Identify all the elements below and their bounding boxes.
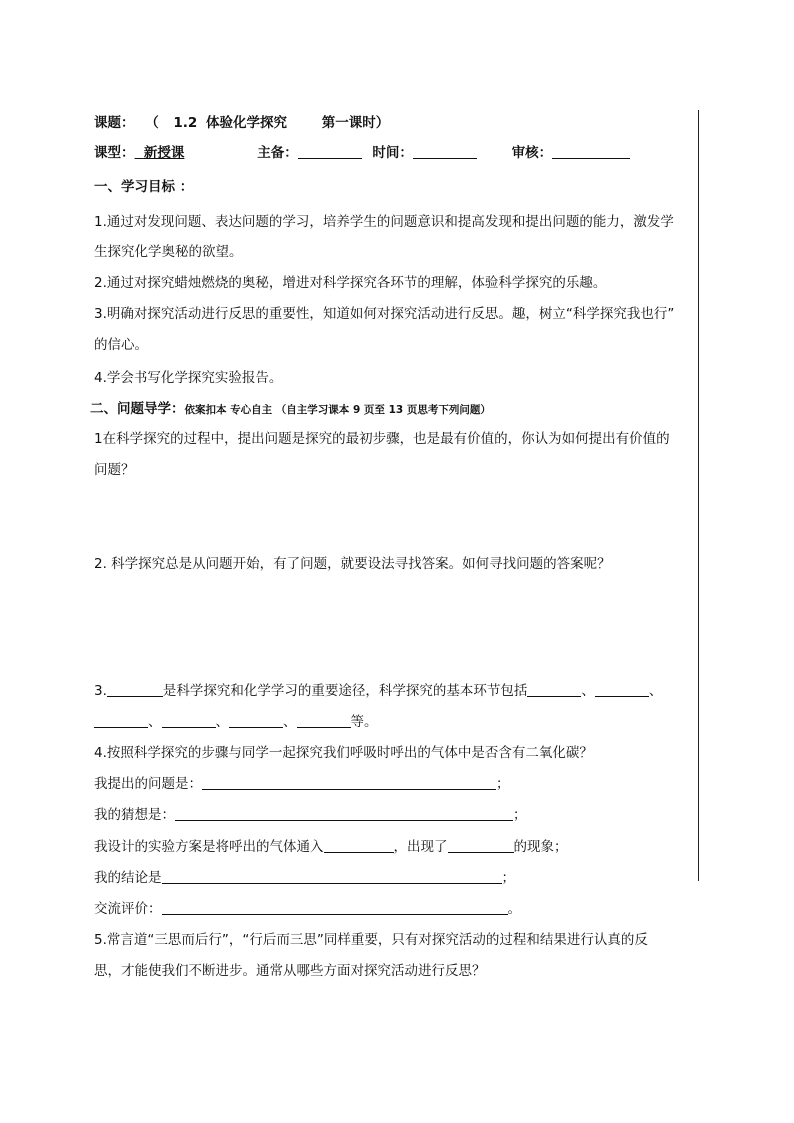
review-label: 审核：	[511, 145, 553, 161]
q3-blank-2[interactable]	[527, 682, 581, 697]
q3-number: 3.	[94, 683, 107, 699]
q3-text: 是科学探究和化学学习的重要途径，科学探究的基本环节包括	[162, 683, 528, 699]
q4-conclusion-blank[interactable]	[162, 869, 502, 884]
question-2: 2. 科学探究总是从问题开始，有了问题，就要设法寻找答案。如何寻找问题的答案呢？	[94, 556, 611, 572]
q4-conclusion-line	[94, 869, 515, 887]
q4-question-end: ；	[496, 776, 510, 792]
q4-design-blank-1[interactable]	[324, 838, 394, 853]
section2-heading: 二、问题导学：	[90, 401, 185, 417]
q4-design-line	[94, 838, 568, 856]
q4-conclusion-end: ；	[501, 870, 515, 886]
type-label: 课型：	[94, 145, 135, 161]
q4-conclusion-label: 我的结论是	[94, 870, 162, 886]
q4-question-label: 我提出的问题是：	[94, 776, 202, 792]
q4-guess-end: ；	[513, 807, 527, 823]
section2-subheading: 依案扣本 专心自主 （自主学习课本 9 页至 13 页思考下列问题）	[184, 404, 491, 416]
time-blank[interactable]	[413, 144, 477, 159]
q4-design-c: 的现象；	[513, 839, 568, 855]
q3-blank-1[interactable]	[107, 682, 163, 697]
q4-design-blank-2[interactable]	[448, 838, 514, 853]
question-1-line-1: 1在科学探究的过程中，提出问题是探究的最初步骤，也是最有价值的，你认为如何提出有价值的	[94, 431, 670, 447]
review-blank[interactable]	[552, 144, 630, 159]
question-5-line-2: 思，才能使我们不断进步。通常从哪些方面对探究活动进行反思？	[94, 963, 486, 979]
q4-design-b: ，出现了	[393, 839, 448, 855]
objective-line-5: 的信心。	[94, 337, 148, 353]
q3-sep-1: 、	[581, 683, 595, 699]
title-name: 体验化学探究	[206, 115, 288, 131]
question-3-line-1	[94, 682, 662, 700]
title-label: 课题：	[94, 115, 135, 131]
q4-guess-blank[interactable]	[175, 806, 513, 821]
q3-sep-4: 、	[215, 714, 229, 730]
q3-blank-5[interactable]	[162, 713, 216, 728]
section2-heading-line	[90, 400, 491, 419]
q3-end: 等。	[350, 714, 378, 730]
question-3-line-2	[94, 713, 378, 731]
q4-eval-label: 交流评价：	[94, 901, 162, 917]
q4-question-blank[interactable]	[202, 775, 496, 790]
question-4: 4.按照科学探究的步骤与同学一起探究我们呼吸时呼出的气体中是否含有二氧化碳？	[94, 745, 593, 761]
objective-line-4: 3.明确对探究活动进行反思的重要性，知道如何对探究活动进行反思。趣，树立“科学探究我也行”	[94, 306, 675, 322]
q3-blank-6[interactable]	[229, 713, 283, 728]
q3-blank-7[interactable]	[297, 713, 351, 728]
q3-sep-3: 、	[148, 714, 162, 730]
lesson-info-line	[94, 144, 630, 162]
objective-line-6: 4.学会书写化学探究实验报告。	[94, 370, 283, 386]
q4-eval-blank[interactable]	[162, 900, 508, 915]
host-blank[interactable]	[298, 144, 362, 159]
title-period: 第一课时）	[321, 115, 390, 131]
type-value-field	[135, 144, 239, 162]
section1-heading: 一、学习目标 ：	[94, 179, 194, 195]
objective-line-1: 1.通过对发现问题、表达问题的学习，培养学生的问题意识和提高发现和提出问题的能力，激发学	[94, 214, 674, 230]
q4-eval-line	[94, 900, 521, 918]
objective-line-2: 生探究化学奥秘的欲望。	[94, 244, 243, 260]
type-value: 新授课	[143, 145, 185, 161]
objective-line-3: 2.通过对探究蜡烛燃烧的奥秘，增进对科学探究各环节的理解，体验科学探究的乐趣。	[94, 275, 607, 291]
q3-sep-2: 、	[648, 683, 663, 699]
q4-question-line	[94, 775, 510, 793]
q3-blank-4[interactable]	[94, 713, 148, 728]
q3-sep-5: 、	[283, 714, 297, 730]
q4-eval-end: 。	[507, 901, 521, 917]
right-margin-rule	[698, 110, 699, 881]
host-label: 主备：	[257, 145, 298, 161]
q4-guess-label: 我的猜想是：	[94, 807, 175, 823]
title-paren: （	[145, 115, 159, 131]
time-label: 时间：	[372, 145, 413, 161]
q3-blank-3[interactable]	[595, 682, 649, 697]
title-section: 1.2	[173, 115, 198, 131]
lesson-title-line	[94, 114, 389, 132]
q4-design-a: 我设计的实验方案是将呼出的气体通入	[94, 839, 324, 855]
question-5-line-1: 5.常言道“三思而后行”，“行后而三思”同样重要，只有对探究活动的过程和结果进行认真的反	[94, 932, 648, 948]
q4-guess-line	[94, 806, 527, 824]
question-1-line-2: 问题？	[94, 462, 135, 478]
